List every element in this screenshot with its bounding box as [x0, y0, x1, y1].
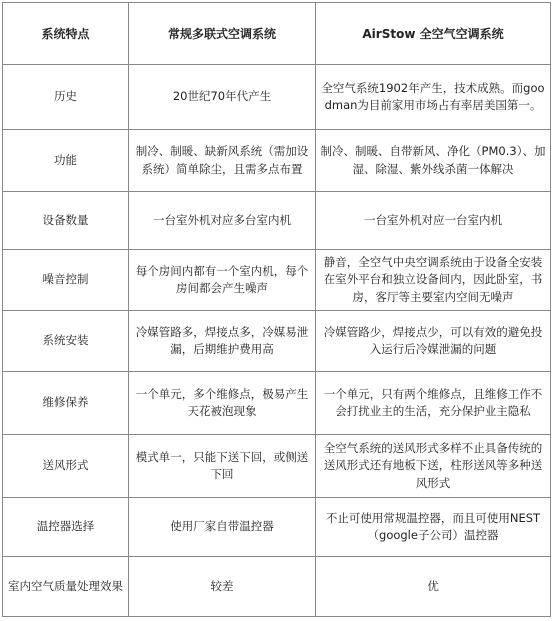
table-row [3, 65, 551, 130]
row-conventional: 一台室外机对应多台室内机 [129, 192, 316, 250]
row-feature: 维修保养 [3, 372, 129, 435]
row-conventional: 模式单一，只能下送下回，或侧送下回 [129, 435, 316, 498]
row-airstow: 一个单元，只有两个维修点，且维修工作不会打扰业主的生活，充分保护业主隐私 [316, 372, 551, 435]
row-airstow: 一台室外机对应一台室内机 [316, 192, 551, 250]
header-airstow: AirStow 全空气空调系统 [316, 3, 551, 65]
header-conventional: 常规多联式空调系统 [129, 3, 316, 65]
row-airstow: 不止可使用常规温控器，而且可使用NEST（google子公司）温控器 [316, 498, 551, 557]
table-row [3, 192, 551, 250]
table-row [3, 498, 551, 557]
table-header-row [3, 3, 551, 65]
header-feature: 系统特点 [3, 3, 129, 65]
row-airstow: 制冷、制暖、自带新风、净化（PM0.3）、加湿、除湿、紫外线杀菌一体解决 [316, 130, 551, 192]
row-feature: 系统安装 [3, 311, 129, 372]
row-conventional: 一个单元，多个维修点，极易产生天花被泡现象 [129, 372, 316, 435]
table-row [3, 311, 551, 372]
row-airstow: 静音，全空气中央空调系统由于设备全安装在室外平台和独立设备间内，因此卧室，书房，客厅等主要室内空间无噪声 [316, 250, 551, 311]
row-feature: 功能 [3, 130, 129, 192]
table-row [3, 372, 551, 435]
row-feature: 设备数量 [3, 192, 129, 250]
table-row [3, 557, 551, 617]
comparison-table [2, 2, 551, 617]
table-row [3, 435, 551, 498]
row-conventional: 20世纪70年代产生 [129, 65, 316, 130]
table-row [3, 250, 551, 311]
row-conventional: 较差 [129, 557, 316, 617]
row-conventional: 制冷、制暖、缺新风系统（需加设系统）简单除尘，且需多点布置 [129, 130, 316, 192]
row-airstow: 冷媒管路少，焊接点少，可以有效的避免投入运行后冷媒泄漏的问题 [316, 311, 551, 372]
row-feature: 送风形式 [3, 435, 129, 498]
row-feature: 温控器选择 [3, 498, 129, 557]
row-conventional: 冷媒管路多，焊接点多，冷媒易泄漏，后期维护费用高 [129, 311, 316, 372]
row-conventional: 使用厂家自带温控器 [129, 498, 316, 557]
row-feature: 噪音控制 [3, 250, 129, 311]
row-conventional: 每个房间内都有一个室内机，每个房间都会产生噪声 [129, 250, 316, 311]
row-airstow: 全空气系统1902年产生，技术成熟。而goodman为目前家用市场占有率居美国第一。 [316, 65, 551, 130]
row-airstow: 全空气系统的送风形式多样不止具备传统的送风形式还有地板下送，柱形送风等多种送风形式 [316, 435, 551, 498]
row-airstow: 优 [316, 557, 551, 617]
row-feature: 室内空气质量处理效果 [3, 557, 129, 617]
table-row [3, 130, 551, 192]
row-feature: 历史 [3, 65, 129, 130]
